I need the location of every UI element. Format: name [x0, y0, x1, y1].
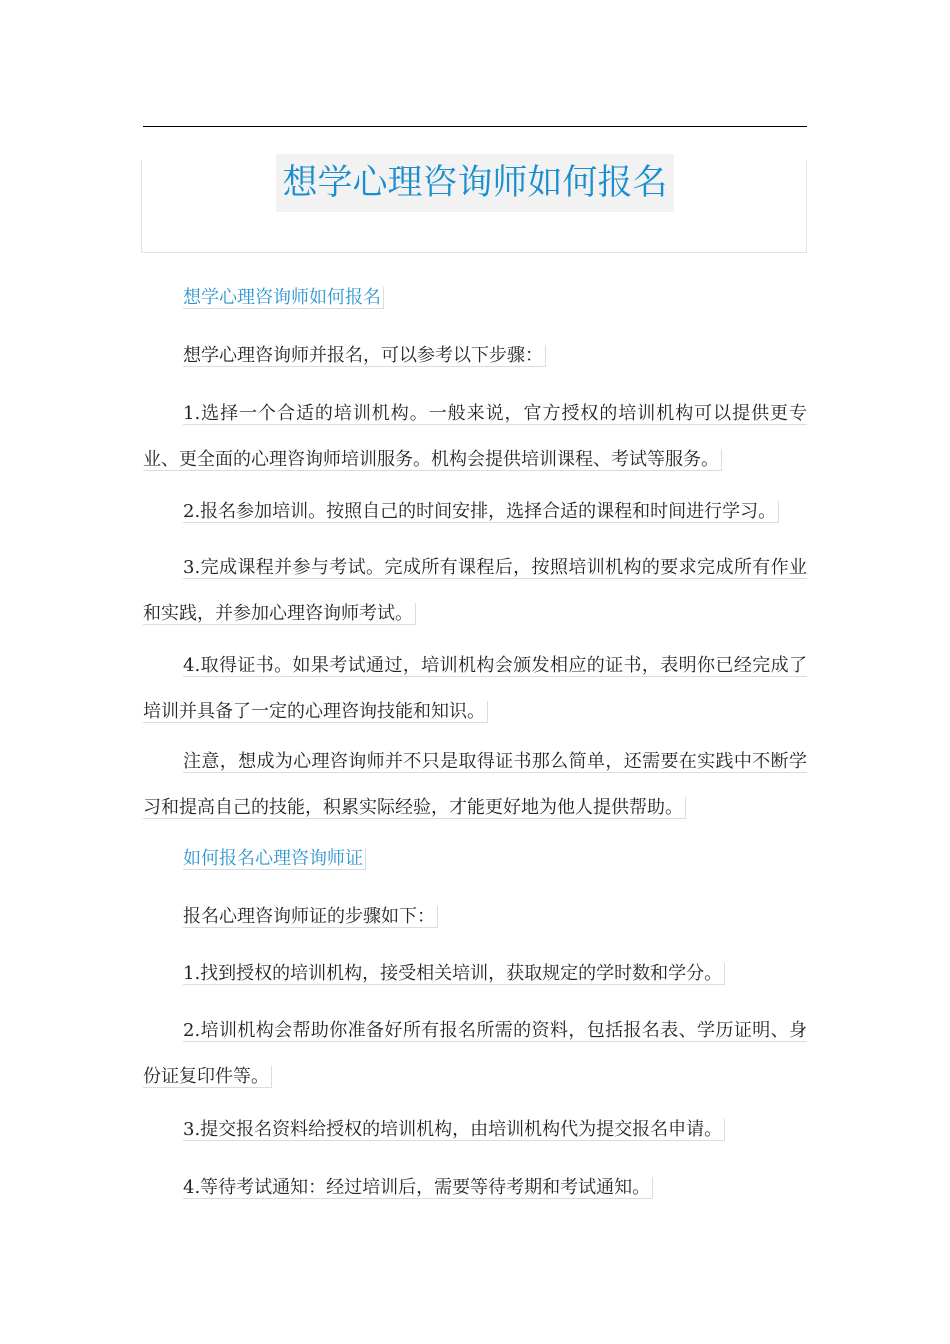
section-heading-1-text: 想学心理咨询师如何报名: [183, 287, 384, 309]
section-2-step-4: [143, 1165, 653, 1211]
section-2-intro-text: 报名心理咨询师证的步骤如下：: [183, 906, 438, 928]
section-heading-1: [143, 275, 384, 321]
section-1-step-2-text: 2.报名参加培训。按照自己的时间安排，选择合适的课程和时间进行学习。: [183, 501, 779, 523]
top-rule: [143, 126, 807, 127]
section-1-step-3-text: 3.完成课程并参与考试。完成所有课程后，按照培训机构的要求完成所有作业和实践，并参加心理咨询师考试。: [143, 557, 807, 624]
section-2-step-3: [143, 1107, 725, 1153]
section-1-step-4-text: 4.取得证书。如果考试通过，培训机构会颁发相应的证书，表明你已经完成了培训并具备了一定的心理咨询技能和知识。: [143, 655, 807, 722]
section-1-intro: [143, 333, 546, 379]
section-1-note: [143, 739, 807, 831]
document-title: 想学心理咨询师如何报名: [276, 154, 674, 212]
section-1-step-1-text: 1.选择一个合适的培训机构。一般来说，官方授权的培训机构可以提供更专业、更全面的心理咨询师培训服务。机构会提供培训课程、考试等服务。: [143, 403, 807, 470]
section-2-intro: [143, 894, 438, 940]
section-2-step-2: [143, 1008, 807, 1100]
section-1-step-1: [143, 391, 807, 483]
section-1-step-4: [143, 643, 807, 735]
section-1-step-2: [143, 489, 779, 535]
section-1-intro-text: 想学心理咨询师并报名，可以参考以下步骤：: [183, 345, 546, 367]
section-2-step-3-text: 3.提交报名资料给授权的培训机构，由培训机构代为提交报名申请。: [183, 1119, 725, 1141]
section-2-step-1-text: 1.找到授权的培训机构，接受相关培训，获取规定的学时数和学分。: [183, 963, 725, 985]
section-2-step-1: [143, 951, 725, 997]
section-heading-2-text: 如何报名心理咨询师证: [183, 848, 366, 870]
section-1-step-3: [143, 545, 807, 637]
section-2-step-2-text: 2.培训机构会帮助你准备好所有报名所需的资料，包括报名表、学历证明、身份证复印件等。: [143, 1020, 807, 1087]
section-2-step-4-text: 4.等待考试通知：经过培训后，需要等待考期和考试通知。: [183, 1177, 653, 1199]
section-heading-2: [143, 836, 366, 882]
section-1-note-text: 注意，想成为心理咨询师并不只是取得证书那么简单，还需要在实践中不断学习和提高自己的技能，积累实际经验，才能更好地为他人提供帮助。: [143, 751, 807, 818]
